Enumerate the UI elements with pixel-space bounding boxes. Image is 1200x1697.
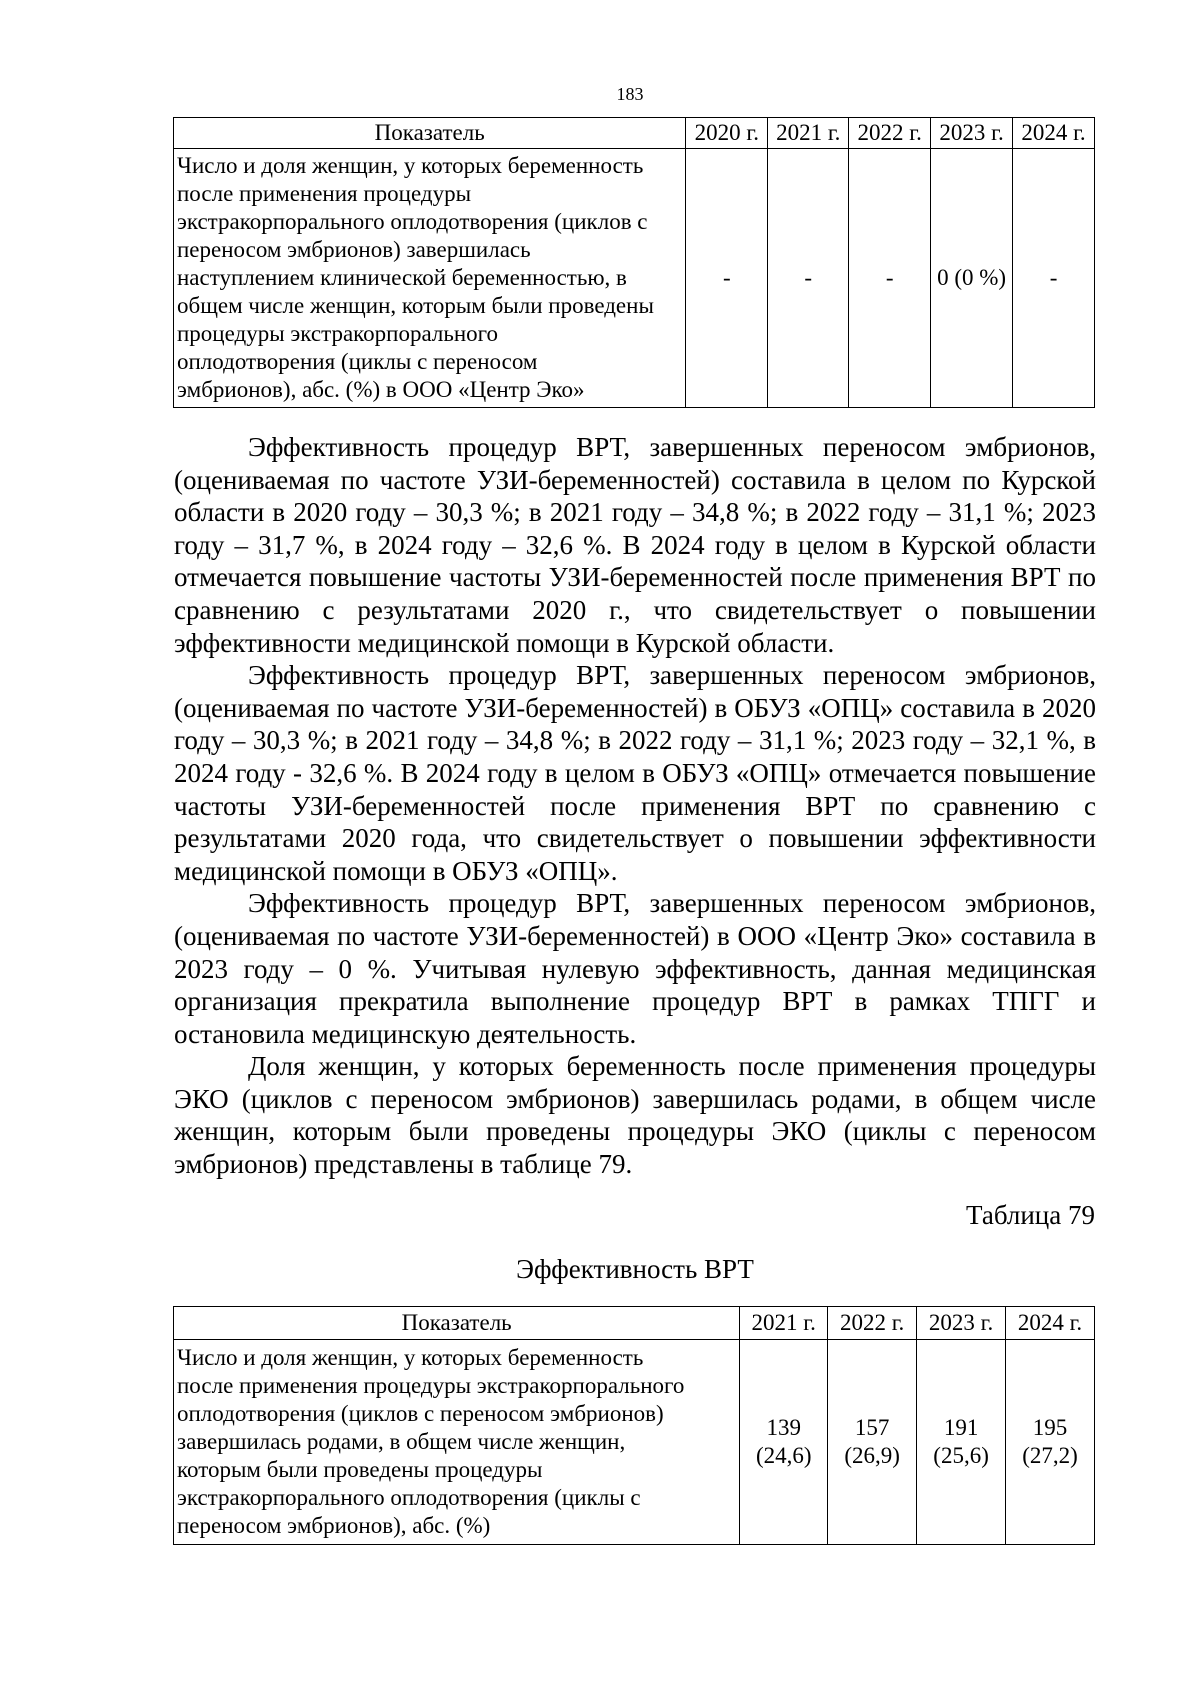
indicator-label-cell xyxy=(174,149,686,408)
absolute-value: 191 xyxy=(943,1415,979,1440)
paragraph: Эффективность процедур ВРТ, завершенных переносом эмбрионов, (оцениваемая по частоте УЗИ-беременностей) составила в целом по Курской области в 2020 году – 30,3 %; в 2021 году – 34,8 %; в 2022 году – 31,1 %; 2023 году – 31,7 %, в 2024 году – 32,6 %. В 2024 году в целом в Курской области отмечается повышение частоты УЗИ-беременностей после применения ВРТ по сравнению с результатами 2020 г., что свидетельствует о повышении эффективности медицинской помощи в Курской области. xyxy=(174,432,1096,658)
percent-value: (26,9) xyxy=(844,1443,900,1468)
paragraph: Эффективность процедур ВРТ, завершенных переносом эмбрионов, (оцениваемая по частоте УЗИ-беременностей) в ОБУЗ «ОПЦ» составила в 2020 году – 30,3 %; в 2021 году – 34,8 %; в 2022 году – 31,1 %; 2023 году – 32,1 %, в 2024 году - 32,6 %. В 2024 году в целом в ОБУЗ «ОПЦ» отмечается повышение частоты УЗИ-беременностей после применения ВРТ по сравнению с результатами 2020 года, что свидетельствует о повышении эффективности медицинской помощи в ОБУЗ «ОПЦ». xyxy=(174,660,1096,886)
table-title: Эффективность ВРТ xyxy=(516,1254,754,1284)
indicator-label-line: общем числе женщин, которым были проведены xyxy=(177,293,654,318)
indicator-label-line: переносом эмбрионов), абс. (%) xyxy=(177,1513,491,1538)
body-text xyxy=(174,431,1096,1181)
indicator-label-line: после применения процедуры экстракорпорального xyxy=(177,1373,685,1398)
value-cell-2023: 0 (0 %) xyxy=(931,149,1013,408)
indicator-label-line: которым были проведены процедуры xyxy=(177,1457,543,1482)
paragraph: Доля женщин, у которых беременность после применения процедуры ЭКО (циклов с переносом эмбрионов) завершилась родами, в общем числе женщин, которым были проведены процедуры ЭКО (циклы с переносом эмбрионов) представлены в таблице 79. xyxy=(174,1051,1096,1180)
column-header-2022: 2022 г. xyxy=(849,118,931,149)
absolute-value: 139 xyxy=(766,1415,801,1440)
indicator-label-line: завершилась родами, в общем числе женщин, xyxy=(177,1429,626,1454)
column-header-indicator: Показатель xyxy=(174,118,686,149)
column-header-2021: 2021 г. xyxy=(768,118,849,149)
indicator-table-ivf-pregnancy xyxy=(173,117,1095,408)
table-header-row xyxy=(174,1307,1095,1340)
indicator-label-line: экстракорпорального оплодотворения (циклы с xyxy=(177,1485,641,1510)
indicator-table-ivf-births xyxy=(173,1306,1095,1545)
paragraph: Эффективность процедур ВРТ, завершенных переносом эмбрионов, (оцениваемая по частоте УЗИ-беременностей) в ООО «Центр Эко» составила в 2023 году – 0 %. Учитывая нулевую эффективность, данная медицинская организация прекратила выполнение процедур ВРТ в рамках ТПГГ и остановила медицинскую деятельность. xyxy=(174,888,1096,1049)
page-number: 183 xyxy=(616,84,644,104)
value-cell-2020: - xyxy=(686,149,768,408)
value-cell-2021 xyxy=(740,1340,828,1545)
table-row xyxy=(174,149,1095,408)
value-cell-2021: - xyxy=(768,149,849,408)
value-cell-2022: - xyxy=(849,149,931,408)
column-header-2024: 2024 г. xyxy=(1006,1307,1095,1340)
indicator-label-line: после применения процедуры xyxy=(177,181,472,206)
indicator-label-line: Число и доля женщин, у которых беременность xyxy=(177,1345,644,1370)
absolute-value: 157 xyxy=(854,1415,890,1440)
value-cell-2022 xyxy=(828,1340,917,1545)
indicator-label-line: экстракорпорального оплодотворения (циклов с xyxy=(177,209,648,234)
indicator-label-line: Число и доля женщин, у которых беременность xyxy=(177,153,644,178)
table-row xyxy=(174,1340,1095,1545)
indicator-label-line: эмбрионов), абс. (%) в ООО «Центр Эко» xyxy=(177,377,585,402)
value-cell-2024: - xyxy=(1013,149,1095,408)
column-header-2024: 2024 г. xyxy=(1013,118,1095,149)
column-header-2023: 2023 г. xyxy=(917,1307,1006,1340)
column-header-2021: 2021 г. xyxy=(740,1307,828,1340)
column-header-indicator: Показатель xyxy=(174,1307,740,1340)
indicator-label-line: переносом эмбрионов) завершилась xyxy=(177,237,531,262)
column-header-2023: 2023 г. xyxy=(931,118,1013,149)
indicator-label-line: оплодотворения (циклы с переносом xyxy=(177,349,538,374)
percent-value: (24,6) xyxy=(755,1443,812,1468)
absolute-value: 195 xyxy=(1032,1415,1068,1440)
value-cell-2023 xyxy=(917,1340,1006,1545)
percent-value: (25,6) xyxy=(933,1443,989,1468)
column-header-2020: 2020 г. xyxy=(686,118,768,149)
table-caption: Таблица 79 xyxy=(966,1200,1095,1230)
percent-value: (27,2) xyxy=(1022,1443,1078,1468)
column-header-2022: 2022 г. xyxy=(828,1307,917,1340)
value-cell-2024 xyxy=(1006,1340,1095,1545)
indicator-label-line: процедуры экстракорпорального xyxy=(177,321,499,346)
table-header-row xyxy=(174,118,1095,149)
indicator-label-line: наступлением клинической беременностью, в xyxy=(177,265,627,290)
indicator-label-line: оплодотворения (циклов с переносом эмбрионов) xyxy=(177,1401,664,1426)
indicator-label-cell xyxy=(174,1340,740,1545)
